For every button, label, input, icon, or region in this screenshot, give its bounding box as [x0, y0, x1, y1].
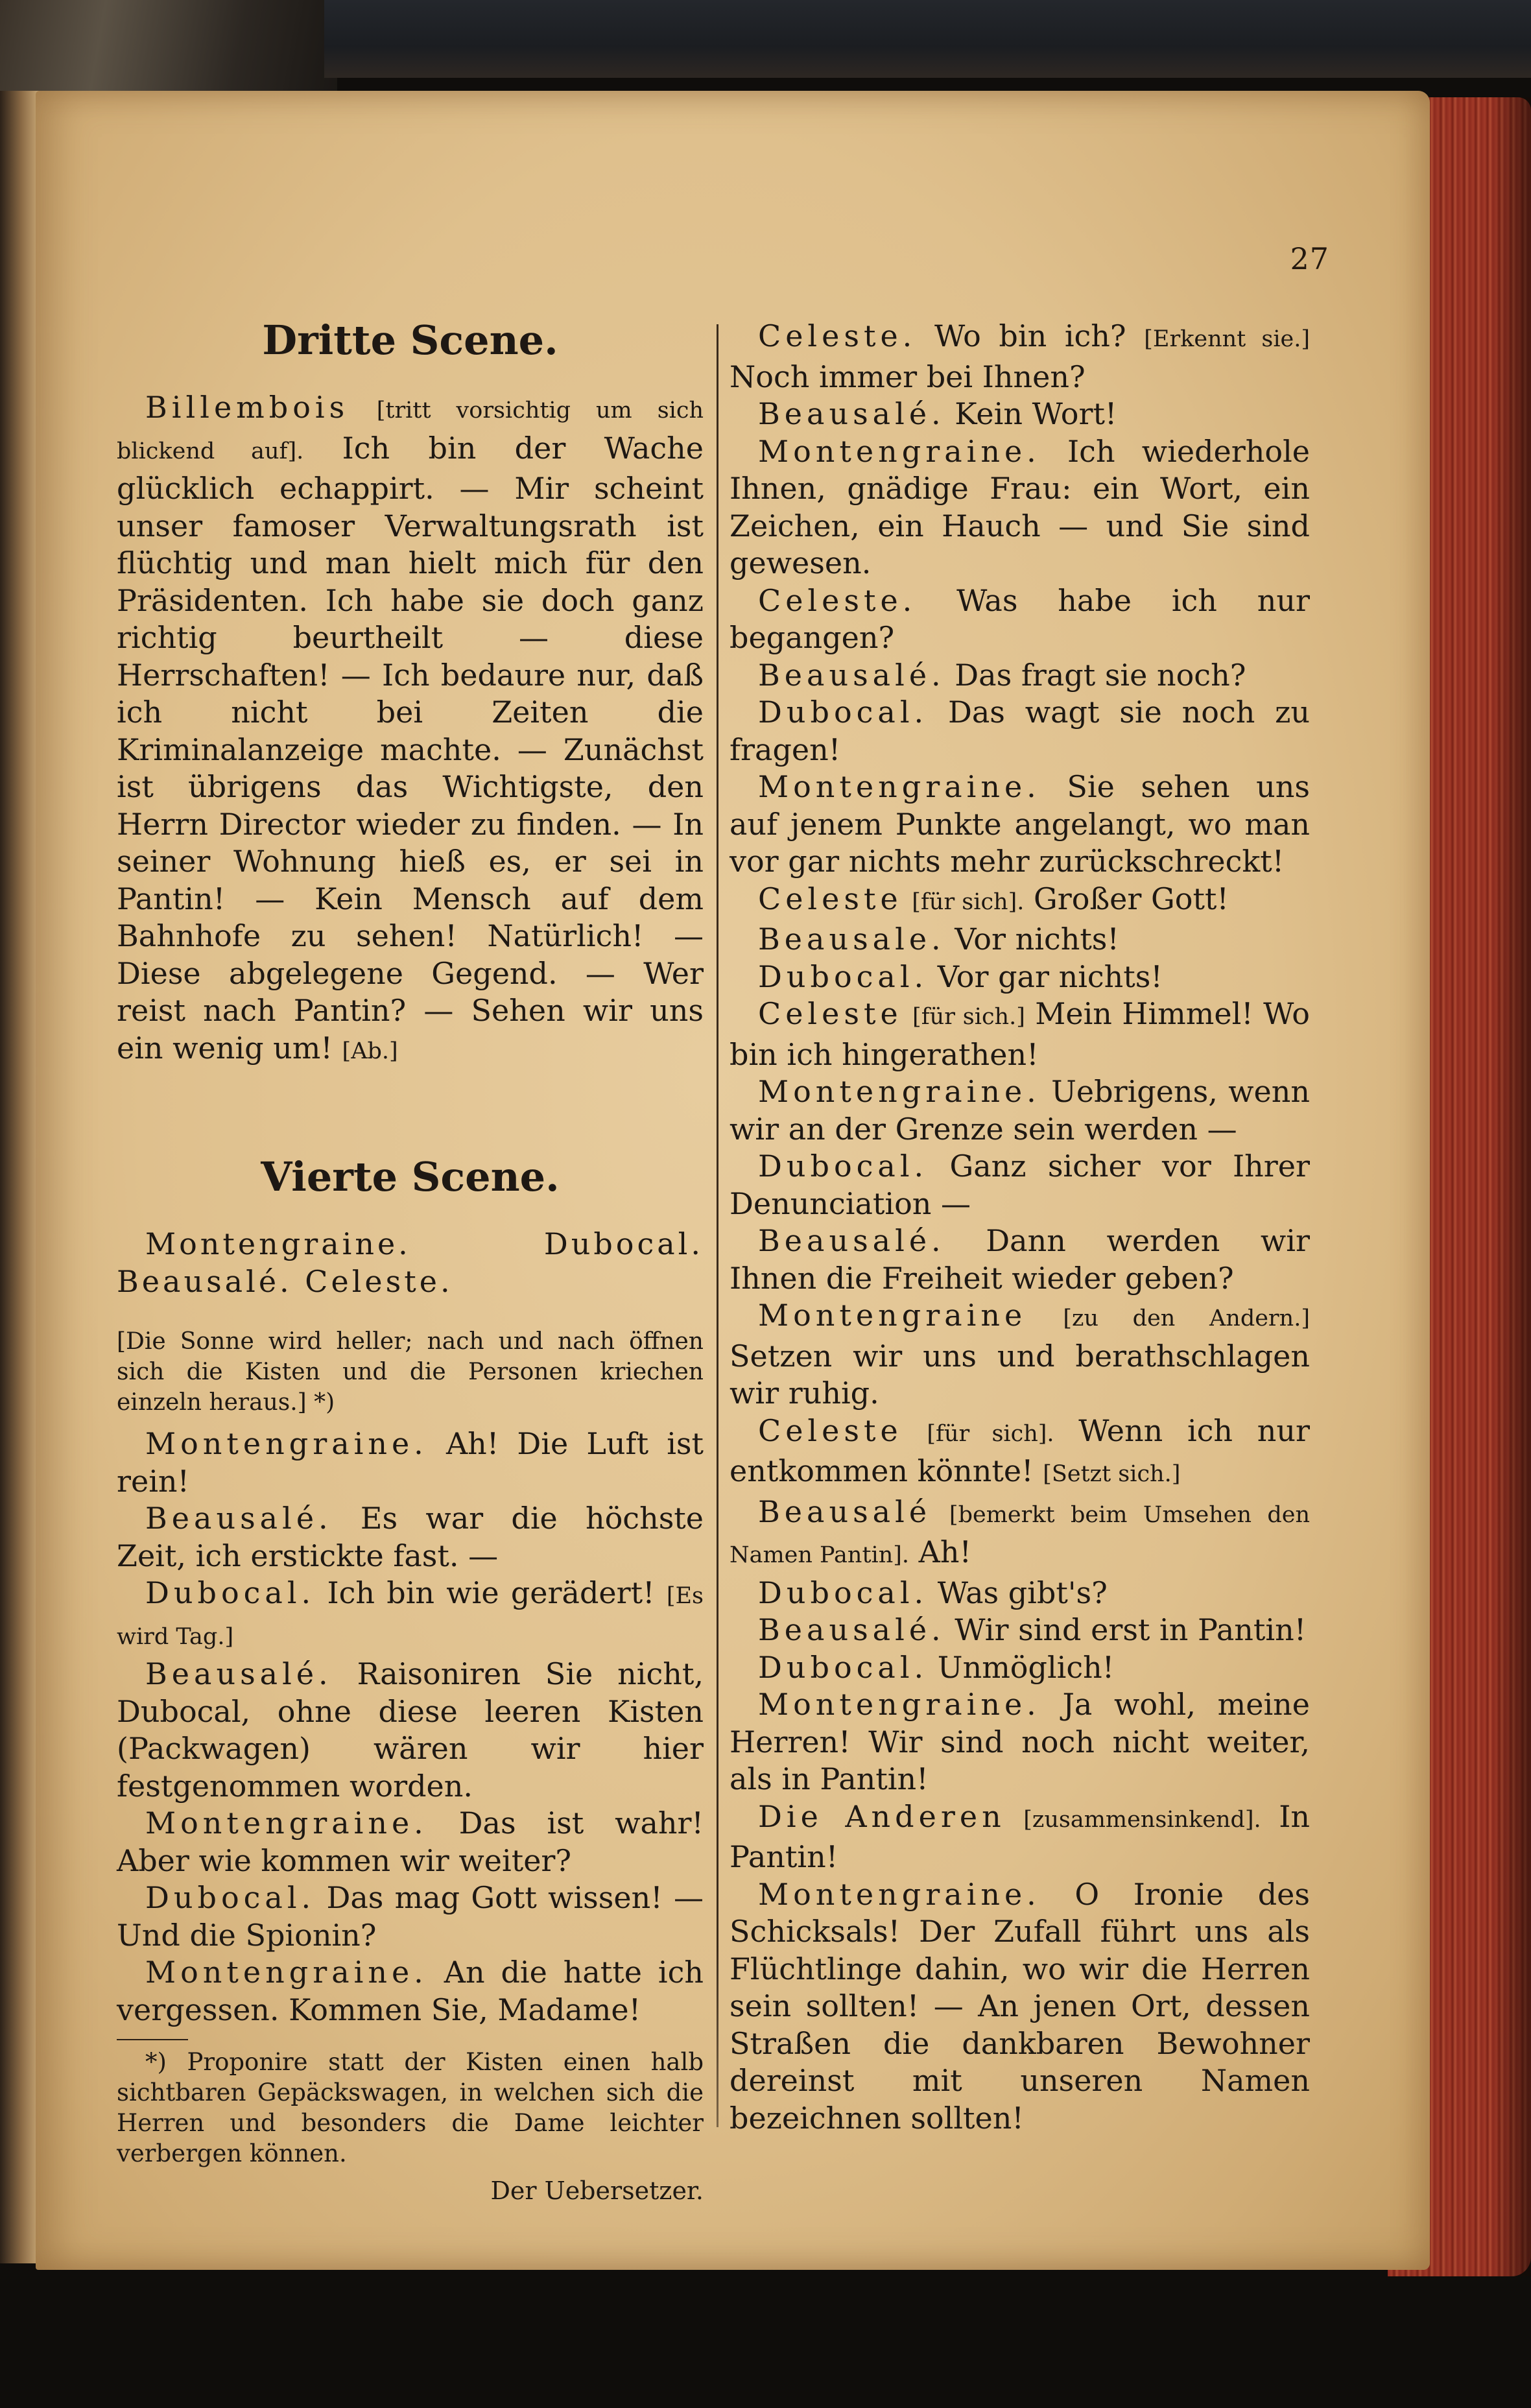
speaker: Beausalé: [758, 1494, 932, 1529]
speech-text: Es war die höchste Zeit, ich erstickte fast. —: [117, 1501, 704, 1573]
speaker: Beausalé.: [758, 1612, 945, 1647]
speaker: Montengraine: [758, 1298, 1027, 1333]
speech: [730, 769, 1310, 881]
speaker: Montengraine.: [758, 1687, 1041, 1722]
speaker: Beausalé.: [758, 396, 945, 431]
speech-text: Ah!: [918, 1534, 971, 1569]
stage-direction: [bemerkt beim Umsehen den Namen Pantin].: [730, 1501, 1311, 1568]
speech-text: Ich wiederhole Ihnen, gnädige Frau: ein Wort, ein Zeichen, ein Hauch — und Sie sind gewesen.: [730, 433, 1310, 580]
speech: [117, 1500, 704, 1575]
speech-text: Dann werden wir Ihnen die Freiheit wieder geben?: [730, 1223, 1310, 1296]
speaker: Celeste.: [758, 318, 917, 353]
speaker: Dubocal.: [145, 1575, 316, 1610]
speech: [117, 1656, 704, 1805]
speaker: Billembois: [145, 390, 350, 425]
speaker: Dubocal.: [145, 1880, 316, 1915]
speech-text: Sie sehen uns auf jenem Punkte angelangt, wo man vor gar nichts mehr zurückschreckt!: [730, 769, 1310, 879]
speaker: Dubocal.: [758, 1575, 929, 1610]
stage-direction: [Erkennt sie.]: [1144, 326, 1311, 352]
speaker: Celeste: [758, 1413, 903, 1448]
speech: [117, 1425, 704, 1500]
speaker: Beausalé.: [758, 657, 945, 693]
speaker: Montengraine.: [145, 1955, 428, 1990]
stage-direction: [tritt vorsichtig um sich blickend auf].: [117, 398, 704, 464]
speaker: Beausalé.: [145, 1656, 333, 1691]
speech: [730, 318, 1310, 396]
speaker: Dubocal.: [758, 695, 929, 730]
speech: [730, 1876, 1310, 2138]
column-divider: [717, 324, 718, 2127]
speaker: Dubocal.: [758, 959, 929, 994]
speaker: Montengraine.: [758, 769, 1041, 804]
speech-text: Das fragt sie noch?: [955, 657, 1246, 693]
stage-direction: [für sich].: [912, 888, 1025, 915]
speaker: Celeste.: [758, 582, 917, 618]
speech: [730, 1222, 1310, 1297]
speech: [730, 1148, 1310, 1222]
footnote-signature: Der Uebersetzer.: [490, 2176, 704, 2205]
speech: [730, 1612, 1310, 1649]
speech: [730, 1649, 1310, 1687]
speech-text: Wo bin ich?: [934, 318, 1126, 353]
page-edges-shadow: [1491, 97, 1531, 2276]
speech-text: O Ironie des Schicksals! Der Zufall führt uns als Flüchtlinge dahin, wo wir die Herren sein sollten! — An jenen Ort, dessen Straßen die dankbaren Bewohner dereinst mit unseren Namen bezeichnen sollten!: [730, 1876, 1310, 2136]
speech-text: Uebrigens, wenn wir an der Grenze sein werden —: [730, 1074, 1310, 1147]
speech: [730, 1297, 1310, 1413]
speech-text: Unmöglich!: [937, 1649, 1115, 1685]
speech: [730, 1575, 1310, 1612]
speech: [730, 1413, 1310, 1494]
stage-direction: [zu den Andern.]: [1063, 1305, 1310, 1331]
binding-cloth: [324, 0, 1531, 78]
speech-text: Was gibt's?: [937, 1575, 1108, 1610]
speaker: Montengraine.: [145, 1426, 428, 1461]
exit-direction: [Ab.]: [342, 1038, 398, 1064]
stage-direction: [für sich.]: [912, 1004, 1025, 1030]
speech: [730, 921, 1310, 959]
speech: [117, 1954, 704, 2029]
speech-billembois: [117, 389, 704, 1070]
speech: [730, 1494, 1310, 1575]
speech-text: Ah! Die Luft ist rein!: [117, 1426, 704, 1499]
speech-text: Ich bin wie gerädert!: [327, 1575, 655, 1610]
speech-text: In Pantin!: [730, 1798, 1311, 1874]
speech: [117, 1575, 704, 1656]
speech-text: Das mag Gott wissen! — Und die Spionin?: [117, 1880, 704, 1953]
speaker: Celeste: [758, 881, 903, 916]
speech: [730, 1073, 1310, 1148]
speaker: Beausalé.: [145, 1501, 333, 1536]
speaker: Dubocal.: [758, 1149, 929, 1184]
stage-direction: [für sich].: [927, 1420, 1054, 1447]
speech-text: Raisoniren Sie nicht, Dubocal, ohne diese leeren Kisten (Packwagen) wären wir hier festgenommen worden.: [117, 1656, 704, 1804]
speech: [730, 1798, 1310, 1876]
stage-direction-block: [Die Sonne wird heller; nach und nach öffnen sich die Kisten und die Personen kriechen einzeln heraus.] *): [117, 1328, 704, 1416]
right-column: [730, 318, 1310, 2137]
footnote: [117, 2047, 704, 2169]
speech-text-continued: Noch immer bei Ihnen?: [730, 359, 1086, 394]
speech-text: Ich bin der Wache glücklich echappirt. — Mir scheint unser famoser Verwaltungsrath ist flüchtig und man hielt mich für den Präsidenten. Ich habe sie doch ganz richtig beurtheilt — diese Herrschaften! — Ich bedaure nur, daß ich nicht bei Zeiten die Kriminalanzeige machte. — Zunächst ist übrigens das Wichtigste, den Herrn Director wieder zu finden. — In seiner Wohnung hieß es, er sei in Pantin! — Kein Mensch auf dem Bahnhofe zu sehen! Natürlich! — Diese abgelegene Gegend. — Wer reist nach Pantin? — Sehen wir uns ein wenig um!: [117, 430, 704, 1066]
speech: [730, 1686, 1310, 1798]
stage-direction: [zusammensinkend].: [1023, 1806, 1261, 1833]
speech-text: Das ist wahr! Aber wie kommen wir weiter?: [117, 1806, 704, 1878]
footnote-marker: *): [145, 2048, 167, 2076]
speech-text: Vor gar nichts!: [937, 959, 1163, 994]
speech: [730, 959, 1310, 996]
speech: [117, 1879, 704, 1954]
footnote-text: Proponire statt der Kisten einen halb sichtbaren Gepäckswagen, in welchen sich die Herren und besonders die Dame leichter verbergen können.: [117, 2048, 704, 2167]
speech: [117, 1805, 704, 1879]
speech-text: Wir sind erst in Pantin!: [955, 1612, 1307, 1647]
speech: [730, 396, 1310, 433]
speech-text: Ja wohl, meine Herren! Wir sind noch nicht weiter, als in Pantin!: [730, 1687, 1311, 1796]
speaker: Montengraine.: [758, 433, 1041, 469]
footnote-rule: [117, 2039, 188, 2040]
speech-text: Was habe ich nur begangen?: [730, 582, 1311, 655]
speech: [730, 995, 1310, 1073]
speech-text: An die hatte ich vergessen. Kommen Sie, Madame!: [117, 1955, 704, 2027]
cast-list: Montengraine. Dubocal. Beausalé. Celeste.: [117, 1226, 704, 1299]
speech-text: Vor nichts!: [955, 922, 1119, 957]
speaker: Beausalé.: [758, 1223, 945, 1258]
speech: [730, 881, 1310, 922]
speech-text: Wenn ich nur entkommen könnte!: [730, 1413, 1310, 1488]
speech: [730, 657, 1310, 695]
stage-direction: [Es wird Tag.]: [117, 1583, 704, 1650]
speech-text: Mein Himmel! Wo bin ich hingerathen!: [730, 996, 1311, 1072]
scene-heading: Vierte Scene.: [261, 1153, 560, 1200]
speech-text: Das wagt sie noch zu fragen!: [730, 695, 1311, 767]
spine-gutter: [0, 91, 39, 2263]
speaker: Celeste: [758, 996, 903, 1031]
speaker: Beausale.: [758, 922, 945, 957]
speaker: Montengraine.: [758, 1876, 1041, 1912]
left-column: [117, 318, 704, 2205]
speaker: Montengraine.: [145, 1806, 428, 1841]
scene-heading: Dritte Scene.: [262, 316, 558, 364]
speaker: Dubocal.: [758, 1649, 929, 1685]
page-number: 27: [1290, 241, 1329, 276]
binding-corner: [0, 0, 337, 97]
speech-text: Kein Wort!: [955, 396, 1117, 431]
speaker: Die Anderen: [758, 1798, 1006, 1834]
speech: [730, 582, 1310, 657]
speech-text: Großer Gott!: [1034, 881, 1229, 916]
speech: [730, 694, 1310, 769]
speech: [730, 433, 1310, 582]
speech-text: Setzen wir uns und berathschlagen wir ruhig.: [730, 1338, 1310, 1411]
stage-direction: [Setzt sich.]: [1043, 1461, 1181, 1487]
speaker: Montengraine.: [758, 1074, 1041, 1109]
speech-text: Ganz sicher vor Ihrer Denunciation —: [730, 1149, 1310, 1221]
